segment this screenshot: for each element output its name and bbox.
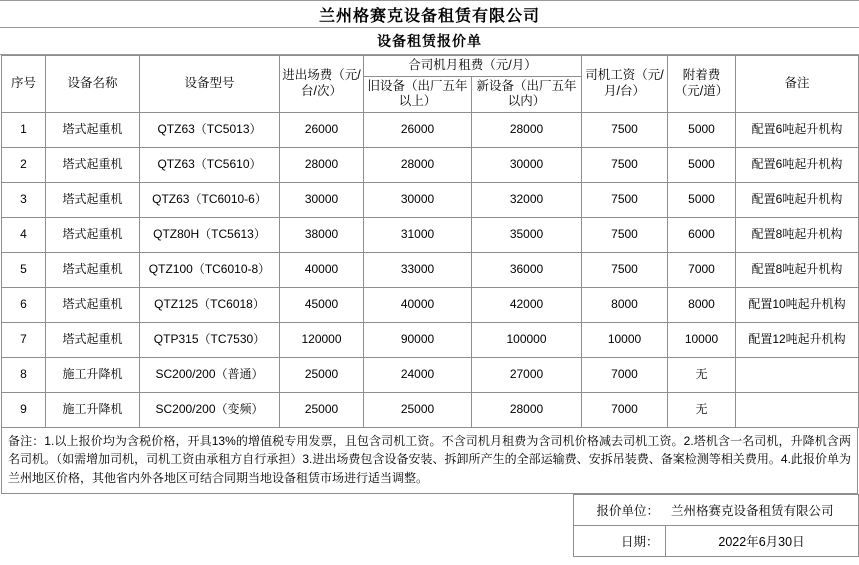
footer-block [1, 494, 858, 557]
title-row [0, 0, 859, 27]
table-row [2, 357, 859, 392]
table-row [2, 217, 859, 252]
cell-index: 8 [2, 357, 46, 392]
cell-index: 2 [2, 147, 46, 182]
footer-grid [1, 494, 859, 557]
cell-monthly-new: 100000 [472, 322, 582, 357]
cell-driver-wage: 7500 [582, 112, 668, 147]
equipment-price-table [1, 55, 859, 428]
cell-driver-wage: 7500 [582, 147, 668, 182]
table-head [2, 56, 859, 113]
cell-monthly-new: 28000 [472, 112, 582, 147]
cell-index: 3 [2, 182, 46, 217]
cell-monthly-old: 24000 [364, 357, 472, 392]
footer-row-quoter [1, 494, 858, 525]
cell-model: QTZ63（TC6010-6） [140, 182, 280, 217]
quoter-label: 报价单位： [573, 494, 665, 525]
cell-driver-wage: 7500 [582, 252, 668, 287]
table-row [2, 147, 859, 182]
cell-remark: 配置10吨起升机构 [736, 287, 859, 322]
table-row [2, 287, 859, 322]
cell-model: SC200/200（普通） [140, 357, 280, 392]
cell-monthly-new: 30000 [472, 147, 582, 182]
cell-attach-fee: 10000 [668, 322, 736, 357]
col-index: 序号 [2, 56, 46, 113]
cell-index: 1 [2, 112, 46, 147]
cell-attach-fee: 7000 [668, 252, 736, 287]
cell-driver-wage: 7500 [582, 217, 668, 252]
cell-remark [736, 357, 859, 392]
cell-monthly-new: 28000 [472, 392, 582, 427]
notes-block: 备注：1.以上报价均为含税价格，开具13%的增值税专用发票，且包含司机工资。不含司机月租费为含司机价格减去司机工资。2.塔机含一名司机，升降机含两名司机。（如需增加司机，司机工资由承租方自行承担）3.进出场费包含设备安装、拆卸所产生的全部运输费、安拆吊装费、备案检测等相关费用。4.此报价单为兰州地区价格，其他省内外各地区可结合同期当地设备租赁市场进行适当调整。 [1, 428, 858, 494]
cell-monthly-new: 32000 [472, 182, 582, 217]
cell-model: QTZ125（TC6018） [140, 287, 280, 322]
cell-name: 塔式起重机 [46, 322, 140, 357]
col-remark: 备注 [736, 56, 859, 113]
cell-remark: 配置8吨起升机构 [736, 217, 859, 252]
cell-driver-wage: 7000 [582, 357, 668, 392]
cell-attach-fee: 5000 [668, 147, 736, 182]
cell-monthly-old: 30000 [364, 182, 472, 217]
col-monthly-group: 合司机月租费（元/月） [364, 56, 582, 77]
cell-name: 施工升降机 [46, 392, 140, 427]
cell-monthly-old: 25000 [364, 392, 472, 427]
cell-index: 7 [2, 322, 46, 357]
cell-entry-fee: 38000 [280, 217, 364, 252]
cell-entry-fee: 28000 [280, 147, 364, 182]
footer-row-date [1, 525, 858, 556]
cell-monthly-new: 27000 [472, 357, 582, 392]
footer-spacer [1, 494, 573, 525]
table-row [2, 392, 859, 427]
cell-attach-fee: 无 [668, 357, 736, 392]
date-value: 2022年6月30日 [665, 525, 858, 556]
cell-name: 塔式起重机 [46, 287, 140, 322]
cell-entry-fee: 30000 [280, 182, 364, 217]
cell-entry-fee: 45000 [280, 287, 364, 322]
cell-driver-wage: 7000 [582, 392, 668, 427]
cell-monthly-old: 90000 [364, 322, 472, 357]
cell-name: 塔式起重机 [46, 217, 140, 252]
col-driver-wage: 司机工资（元/月/台） [582, 56, 668, 113]
cell-remark: 配置6吨起升机构 [736, 182, 859, 217]
cell-name: 塔式起重机 [46, 182, 140, 217]
quoter-value: 兰州格赛克设备租赁有限公司 [665, 494, 858, 525]
cell-driver-wage: 8000 [582, 287, 668, 322]
cell-monthly-new: 42000 [472, 287, 582, 322]
cell-entry-fee: 40000 [280, 252, 364, 287]
cell-model: SC200/200（变频） [140, 392, 280, 427]
subtitle-row [0, 27, 859, 55]
cell-index: 6 [2, 287, 46, 322]
cell-model: QTZ80H（TC5613） [140, 217, 280, 252]
col-attach-fee: 附着费（元/道） [668, 56, 736, 113]
cell-model: QTZ63（TC5013） [140, 112, 280, 147]
cell-entry-fee: 25000 [280, 392, 364, 427]
cell-monthly-old: 31000 [364, 217, 472, 252]
cell-driver-wage: 7500 [582, 182, 668, 217]
col-model: 设备型号 [140, 56, 280, 113]
cell-model: QTZ100（TC6010-8） [140, 252, 280, 287]
table-row [2, 112, 859, 147]
cell-remark [736, 392, 859, 427]
cell-attach-fee: 5000 [668, 182, 736, 217]
table-row [2, 252, 859, 287]
col-monthly-new: 新设备（出厂五年以内） [472, 76, 582, 112]
col-monthly-old: 旧设备（出厂五年以上） [364, 76, 472, 112]
cell-monthly-old: 33000 [364, 252, 472, 287]
col-entry-fee: 进出场费（元/台/次） [280, 56, 364, 113]
cell-attach-fee: 8000 [668, 287, 736, 322]
header-row-top [2, 56, 859, 77]
table-row [2, 182, 859, 217]
table-body [2, 112, 859, 427]
cell-model: QTZ63（TC5610） [140, 147, 280, 182]
cell-index: 9 [2, 392, 46, 427]
date-label: 日期： [573, 525, 665, 556]
cell-monthly-new: 35000 [472, 217, 582, 252]
cell-name: 塔式起重机 [46, 147, 140, 182]
company-title: 兰州格赛克设备租赁有限公司 [318, 7, 540, 25]
cell-monthly-new: 36000 [472, 252, 582, 287]
cell-remark: 配置6吨起升机构 [736, 112, 859, 147]
cell-attach-fee: 无 [668, 392, 736, 427]
footer-spacer [1, 525, 573, 556]
cell-entry-fee: 25000 [280, 357, 364, 392]
cell-name: 施工升降机 [46, 357, 140, 392]
cell-driver-wage: 10000 [582, 322, 668, 357]
table-row [2, 322, 859, 357]
cell-attach-fee: 6000 [668, 217, 736, 252]
cell-monthly-old: 26000 [364, 112, 472, 147]
col-name: 设备名称 [46, 56, 140, 113]
cell-entry-fee: 120000 [280, 322, 364, 357]
cell-monthly-old: 40000 [364, 287, 472, 322]
cell-name: 塔式起重机 [46, 112, 140, 147]
cell-entry-fee: 26000 [280, 112, 364, 147]
cell-remark: 配置8吨起升机构 [736, 252, 859, 287]
cell-remark: 配置6吨起升机构 [736, 147, 859, 182]
document-subtitle: 设备租赁报价单 [377, 33, 482, 49]
cell-index: 5 [2, 252, 46, 287]
cell-remark: 配置12吨起升机构 [736, 322, 859, 357]
cell-attach-fee: 5000 [668, 112, 736, 147]
cell-monthly-old: 28000 [364, 147, 472, 182]
cell-index: 4 [2, 217, 46, 252]
cell-model: QTP315（TC7530） [140, 322, 280, 357]
cell-name: 塔式起重机 [46, 252, 140, 287]
